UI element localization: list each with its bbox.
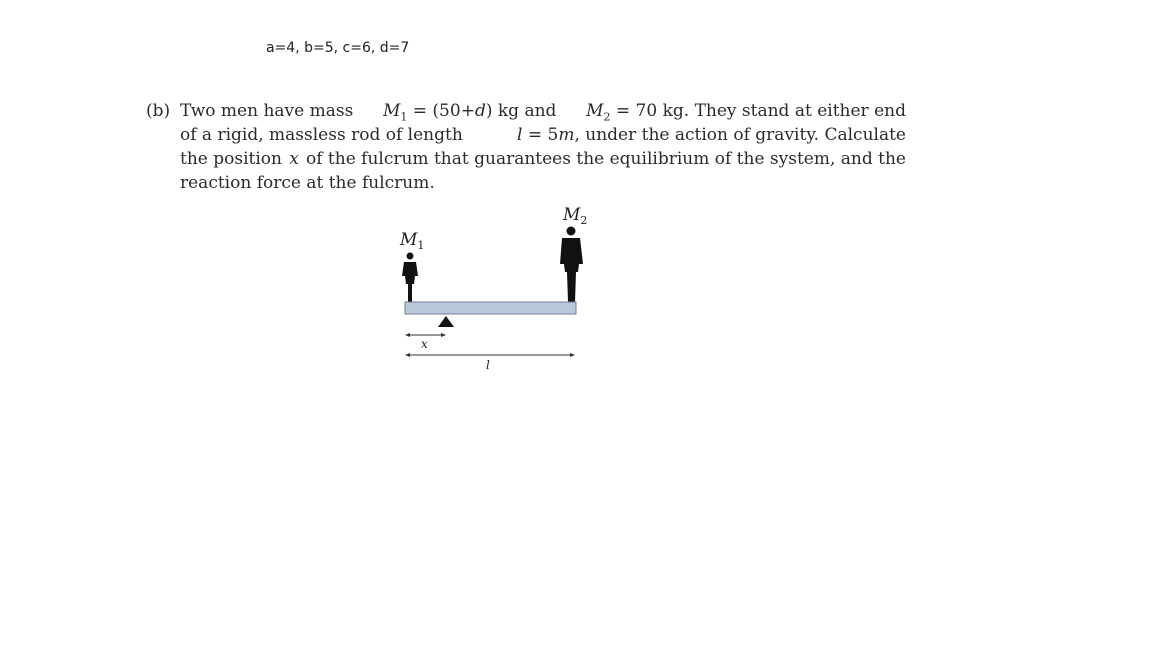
lever-diagram: [380, 196, 610, 386]
m2-symbol: M: [586, 101, 604, 121]
rigid-rod: [405, 302, 576, 314]
man-1-silhouette: [402, 253, 418, 303]
problem-line-2: [146, 123, 906, 147]
text-segment: of the fulcrum that guarantees the equilibrium of the system, and the: [305, 149, 906, 169]
text-segment: of a rigid, massless rod of length: [180, 125, 463, 145]
l-variable: l: [517, 125, 523, 145]
m1-subscript: 1: [400, 110, 408, 124]
m1-figure-label: $M_1$: [400, 230, 425, 252]
parameter-values: a=4, b=5, c=6, d=7: [266, 40, 410, 56]
lever-diagram-svg: [380, 196, 610, 386]
length-expression: [517, 123, 906, 147]
l-dimension-arrow: [405, 353, 575, 357]
text-segment: = 5: [527, 125, 559, 145]
mass-m1-expression: [383, 99, 556, 123]
m2-subscript: 2: [603, 110, 611, 124]
text-segment: the position: [180, 149, 282, 169]
d-variable: d: [474, 101, 486, 121]
m1-equation: = (50+: [412, 101, 475, 121]
problem-line-3: [146, 147, 906, 171]
m-unit: m: [558, 125, 575, 145]
problem-statement: [146, 99, 906, 195]
x-variable: x: [289, 149, 299, 169]
m1-symbol: M: [382, 101, 401, 121]
m2-figure-label: $M_2$: [563, 205, 588, 227]
text-segment: ) kg and: [485, 101, 557, 121]
l-dimension-label: l: [486, 358, 490, 372]
text-segment: reaction force at the fulcrum.: [180, 173, 435, 193]
problem-line-4: [146, 171, 906, 195]
problem-line-1: [146, 99, 906, 123]
x-dimension-label: x: [421, 337, 428, 351]
text-segment: Two men have mass: [180, 101, 354, 121]
man-2-silhouette: [560, 227, 583, 303]
text-segment: , under the action of gravity. Calculate: [574, 125, 906, 145]
text-segment: = 70 kg. They stand at either end: [615, 101, 906, 121]
mass-m2-expression: [586, 99, 906, 123]
problem-label: (b): [146, 101, 171, 121]
fulcrum-triangle: [438, 316, 454, 327]
